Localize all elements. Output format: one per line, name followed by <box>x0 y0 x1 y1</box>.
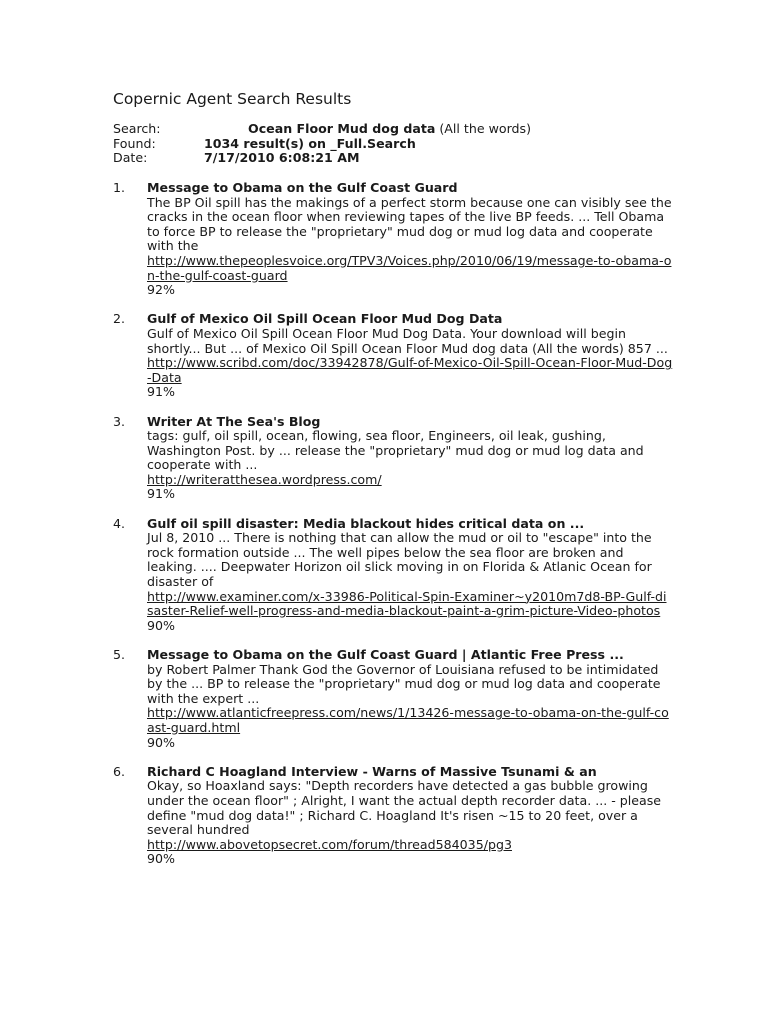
result-item <box>113 312 673 400</box>
result-link[interactable]: http://www.atlanticfreepress.com/news/1/13426-message-to-obama-on-the-gulf-coast-guard.html <box>147 705 669 735</box>
result-link[interactable]: http://writeratthesea.wordpress.com/ <box>147 471 382 487</box>
result-number: 5. <box>113 647 126 662</box>
result-item <box>113 648 673 750</box>
result-snippet: Gulf of Mexico Oil Spill Ocean Floor Mud Dog Data. Your download will begin shortly... But ... of Mexico Oil Spill Ocean Floor Mud dog data (All the words) 857 ... <box>147 325 668 356</box>
result-title: Richard C Hoagland Interview - Warns of Massive Tsunami & an <box>147 763 597 779</box>
meta-found-row <box>113 137 713 152</box>
date-label: Date: <box>113 150 148 166</box>
result-score: 90% <box>147 851 175 867</box>
result-snippet: Jul 8, 2010 ... There is nothing that can allow the mud or oil to "escape" into the rock formation outside ... The well pipes below the sea floor are broken and leaking. .... Deepwater Horizon oil slick moving in on Florida & Atlanic Ocean for disaster of <box>147 530 652 590</box>
result-title: Gulf of Mexico Oil Spill Ocean Floor Mud Dog Data <box>147 311 503 327</box>
search-meta <box>113 122 713 166</box>
page-title: Copernic Agent Search Results <box>113 90 352 108</box>
search-value <box>248 122 531 137</box>
result-link[interactable]: http://www.thepeoplesvoice.org/TPV3/Voices.php/2010/06/19/message-to-obama-on-the-gulf-coast-guard <box>147 252 672 283</box>
result-title: Gulf oil spill disaster: Media blackout hides critical data on ... <box>147 515 585 531</box>
result-item <box>113 765 673 867</box>
result-link[interactable]: http://www.abovetopsecret.com/forum/thread584035/pg3 <box>147 836 512 852</box>
result-snippet: tags: gulf, oil spill, ocean, flowing, sea floor, Engineers, oil leak, gushing, Washington Post. by ... release the "proprietary" mud dog or mud log data and cooperate with ... <box>147 428 644 473</box>
result-number: 2. <box>113 311 126 327</box>
result-number: 1. <box>113 180 126 195</box>
result-snippet: by Robert Palmer Thank God the Governor of Louisiana refused to be intimidated by the ... BP to release the "proprietary" mud dog or mud log data and cooperate with the expert ... <box>147 661 661 706</box>
meta-search-row <box>113 122 713 137</box>
found-value: 1034 result(s) on _Full.Search <box>204 135 416 151</box>
result-snippet: Okay, so Hoaxland says: "Depth recorders have detected a gas bubble growing under the ocean floor" ; Alright, I want the actual depth recorder data. ... - please define "mud dog data!" ; Richard C. Hoagland It's risen ~15 to 20 feet, over a several hundred <box>147 778 662 838</box>
result-item <box>113 415 673 503</box>
meta-date-row <box>113 151 713 166</box>
date-value: 7/17/2010 6:08:21 AM <box>204 150 360 166</box>
result-score: 91% <box>147 486 175 502</box>
result-score: 90% <box>147 734 175 750</box>
result-score: 92% <box>147 282 175 298</box>
result-title: Writer At The Sea's Blog <box>147 413 321 429</box>
result-number: 3. <box>113 413 126 429</box>
results-list <box>113 181 673 882</box>
result-item <box>113 517 673 634</box>
found-label: Found: <box>113 135 156 151</box>
search-label: Search: <box>113 121 161 136</box>
result-link[interactable]: http://www.examiner.com/x-33986-Political-Spin-Examiner~y2010m7d8-BP-Gulf-disaster-Relief-well-progress-and-media-blackout-paint-a-grim-picture-Video-photos <box>147 588 667 619</box>
search-mode: (All the words) <box>435 121 532 136</box>
result-score: 90% <box>147 617 175 633</box>
result-title: Message to Obama on the Gulf Coast Guard | Atlantic Free Press ... <box>147 647 624 662</box>
search-query: Ocean Floor Mud dog data <box>248 121 436 136</box>
result-link[interactable]: http://www.scribd.com/doc/33942878/Gulf-of-Mexico-Oil-Spill-Ocean-Floor-Mud-Dog-Data <box>147 355 673 385</box>
result-number: 6. <box>113 763 126 779</box>
result-item <box>113 181 673 298</box>
result-title: Message to Obama on the Gulf Coast Guard <box>147 180 458 195</box>
result-score: 91% <box>147 384 175 400</box>
result-snippet: The BP Oil spill has the makings of a perfect storm because one can visibly see the cracks in the ocean floor when reviewing tapes of the live BP feeds. ... Tell Obama to force BP to release the "proprietary" mud dog or mud log data and cooperate with the <box>147 194 672 254</box>
result-number: 4. <box>113 515 126 531</box>
